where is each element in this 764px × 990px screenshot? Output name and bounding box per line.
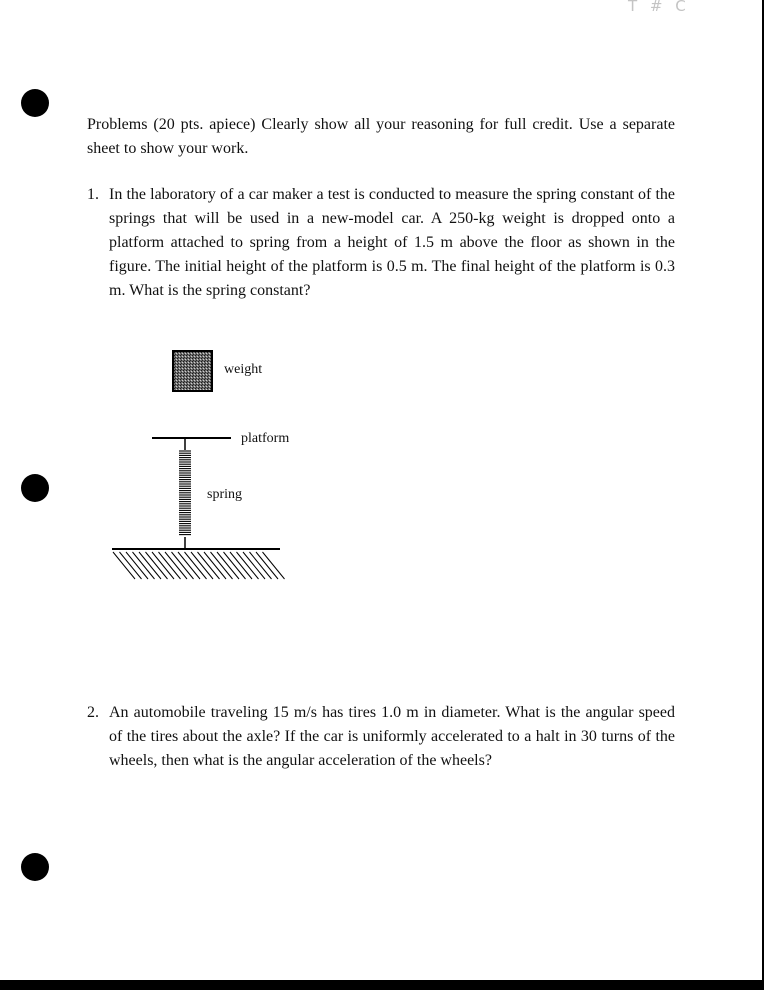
problem-2	[87, 701, 675, 773]
problem-number: 2.	[87, 704, 99, 721]
floor-hatch-line	[243, 552, 265, 579]
floor-hatch-line	[230, 552, 252, 579]
floor-hatch-line	[185, 552, 207, 579]
floor-hatching	[113, 552, 285, 579]
corner-mark: T # C	[628, 0, 690, 15]
spring-figure	[105, 340, 305, 590]
problem-text: In the laboratory of a car maker a test is conducted to measure the spring constant of the springs that will be used in a new-model car. A 250-kg weight is dropped onto a platform attached to spring from a height of 1.5 m above the floor as shown in the figure. The initial height of the platform is 0.5 m. The final height of the platform is 0.3 m. What is the spring constant?	[109, 186, 675, 299]
floor-hatch-line	[159, 552, 181, 579]
floor-hatch-line	[204, 552, 226, 579]
floor-hatch-line	[146, 552, 168, 579]
floor-hatch-line	[178, 552, 200, 579]
spring-label: spring	[207, 487, 242, 502]
page-bottom-band	[0, 980, 764, 990]
floor-hatch-line	[256, 552, 278, 579]
floor-hatch-line	[133, 552, 155, 579]
punch-hole	[21, 853, 49, 881]
punch-hole	[21, 474, 49, 502]
floor-hatch-line	[191, 552, 213, 579]
weight-block	[173, 351, 212, 391]
punch-hole	[21, 89, 49, 117]
problem-number: 1.	[87, 186, 99, 203]
floor-hatch-line	[263, 552, 285, 579]
floor-hatch-line	[126, 552, 148, 579]
spring-figure-drawing	[105, 340, 305, 590]
floor-hatch-line	[139, 552, 161, 579]
floor-hatch-line	[152, 552, 174, 579]
floor-hatch-line	[217, 552, 239, 579]
floor-hatch-line	[165, 552, 187, 579]
floor-hatch-line	[224, 552, 246, 579]
floor-hatch-line	[237, 552, 259, 579]
floor-hatch-line	[172, 552, 194, 579]
floor-hatch-line	[250, 552, 272, 579]
floor-hatch-line	[198, 552, 220, 579]
weight-label: weight	[224, 362, 263, 377]
problem-1	[87, 183, 675, 303]
problem-text: An automobile traveling 15 m/s has tires 1.0 m in diameter. What is the angular speed of the tires about the axle? If the car is uniformly accelerated to a halt in 30 turns of the wheels, then what is the angular acceleration of the wheels?	[109, 704, 675, 769]
floor-hatch-line	[211, 552, 233, 579]
floor-hatch-line	[120, 552, 142, 579]
instructions-paragraph: Problems (20 pts. apiece) Clearly show all your reasoning for full credit. Use a separate sheet to show your work.	[87, 116, 675, 157]
spring-coil	[179, 451, 191, 535]
floor-hatch-line	[113, 552, 135, 579]
platform-label: platform	[241, 431, 290, 446]
